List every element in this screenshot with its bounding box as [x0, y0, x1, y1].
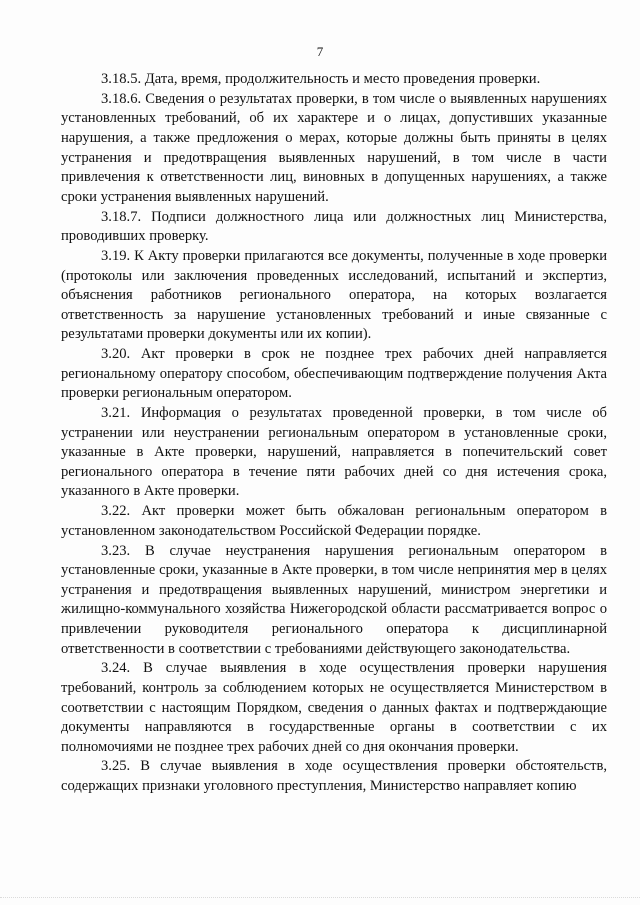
paragraph-3-18-6: 3.18.6. Сведения о результатах проверки, в том числе о выявленных нарушениях установленных требований, об их характере и о лицах, допустивших указанные нарушения, а также предложения о мерах, которые должны быть приняты в целях устранения и предотвращения выявленных нарушений, в том числе в части привлечения к ответственности лиц, виновных в допущенных нарушениях, а также сроки устранения выявленных нарушений.	[61, 90, 607, 205]
paragraph-3-22: 3.22. Акт проверки может быть обжалован региональным оператором в установленном законодательством Российской Федерации порядке.	[61, 503, 607, 539]
paragraph-3-21: 3.21. Информация о результатах проведенной проверки, в том числе об устранении или неустранении региональным оператором в установленные сроки, указанные в Акте проверки, нарушений, направляется в попечительский совет регионального оператора в течение пяти рабочих дней со дня истечения срока, указанного в Акте проверки.	[61, 405, 607, 500]
paragraph-3-25: 3.25. В случае выявления в ходе осуществления проверки обстоятельств, содержащих признаки уголовного преступления, Министерство направляет копию	[61, 758, 607, 795]
scan-footer-line	[0, 897, 640, 901]
paragraph-3-18-5: 3.18.5. Дата, время, продолжительность и место проведения проверки.	[101, 71, 541, 87]
page-number: 7	[316, 44, 324, 59]
paragraph-3-19: 3.19. К Акту проверки прилагаются все документы, полученные в ходе проверки (протоколы или заключения проведенных исследований, испытаний и экспертиз, объяснения работников регионального оператора, на которых возлагается ответственность за нарушение установленных требований и иные связанные с результатами проверки документы или их копии).	[61, 247, 607, 343]
paragraph-3-24: 3.24. В случае выявления в ходе осуществления проверки нарушения требований, контроль за соблюдением которых не осуществляется Министерством в соответствии с настоящим Порядком, сведения о данных фактах и подтверждающие документы направляются в государственные органы в соответствии с их полномочиями не позднее трех рабочих дней со дня окончания проверки.	[61, 660, 607, 755]
paragraph-3-23: 3.23. В случае неустранения нарушения региональным оператором в установленные сроки, указанные в Акте проверки, в том числе непринятия мер в целях устранения и предотвращения выявленных нарушений, министром энергетики и жилищно-коммунального хозяйства Нижегородской области рассматривается вопрос о привлечении руководителя регионального оператора к дисциплинарной ответственности в соответствии с требованиями действующего законодательства.	[61, 542, 607, 657]
document-body	[61, 70, 607, 797]
paragraph-3-18-7: 3.18.7. Подписи должностного лица или должностных лиц Министерства, проводивших проверку.	[61, 208, 607, 245]
paragraph-3-20: 3.20. Акт проверки в срок не позднее трех рабочих дней направляется региональному оператору способом, обеспечивающим подтверждение получения Акта проверки региональным оператором.	[61, 346, 607, 402]
